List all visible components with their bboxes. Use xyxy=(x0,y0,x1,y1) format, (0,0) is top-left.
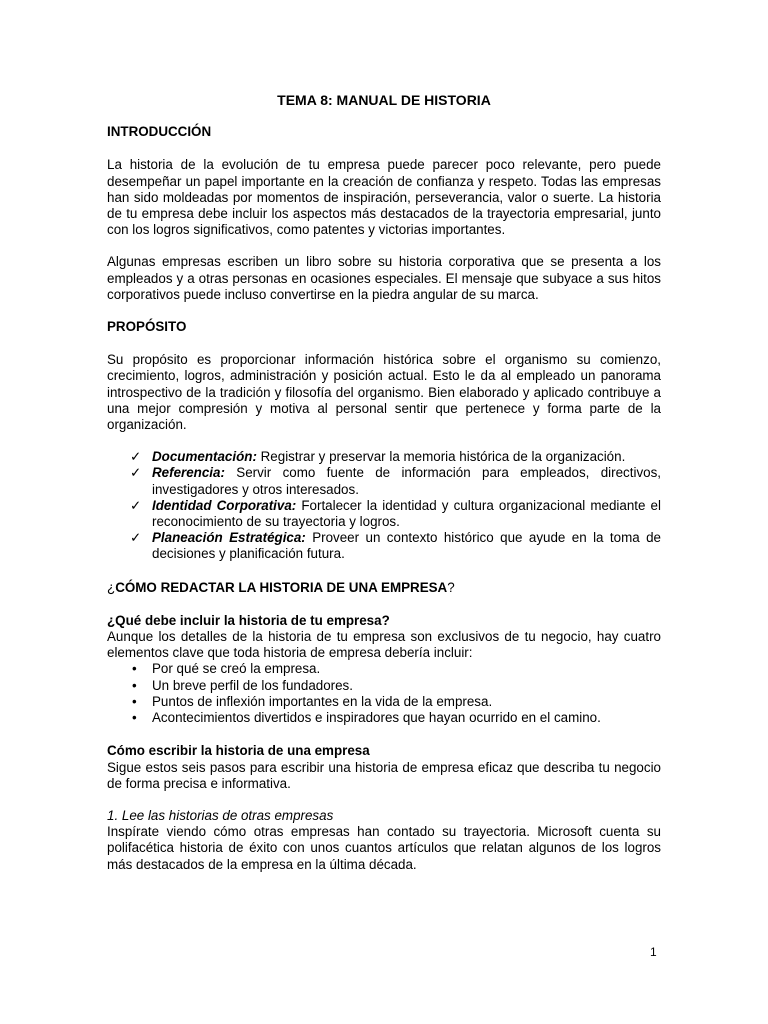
checklist-key: Planeación Estratégica: xyxy=(152,530,306,546)
checklist-text: Fortalecer la identidad y cultura organizacional mediante el reconocimiento de su trayectoria y logros. xyxy=(152,497,661,530)
step-1-paragraph: Inspírate viendo cómo otras empresas han contado su trayectoria. Microsoft cuenta su polifacética historia de éxito con unos cuantos artículos que relatan algunos de los logros más destacados de la empresa en la última década. xyxy=(107,824,661,872)
list-item xyxy=(107,678,661,694)
checklist-text: Proveer un contexto histórico que ayude en la toma de decisiones y planificación futura. xyxy=(152,530,662,562)
list-item-text: Un breve perfil de los fundadores. xyxy=(152,677,353,693)
bullet-icon: • xyxy=(132,677,137,693)
check-icon: ✓ xyxy=(130,449,142,465)
bullet-icon: • xyxy=(132,710,137,726)
question-open: ¿ xyxy=(107,579,116,595)
bullet-icon: • xyxy=(132,661,137,677)
write-subheading: Cómo escribir la historia de una empresa xyxy=(107,743,370,759)
page-number: 1 xyxy=(650,945,657,959)
purpose-paragraph: Su propósito es proporcionar información histórica sobre el organismo su comienzo, crecimiento, logros, administración y posición actual. Esto le da al empleado un panorama introspectivo de la tradición y filosofía del organismo. Bien elaborado y aplicado contribuye a una mejor compresión y motiva al personal sentir que pertenece y forma parte de la organización. xyxy=(107,352,661,433)
include-paragraph: Aunque los detalles de la historia de tu empresa son exclusivos de tu negocio, hay cuatro elementos clave que toda historia de empresa debería incluir: xyxy=(107,629,661,661)
question-close: ? xyxy=(447,579,455,595)
checklist-text: Registrar y preservar la memoria histórica de la organización. xyxy=(256,449,626,465)
document-page xyxy=(107,92,661,889)
checklist-key: Referencia: xyxy=(152,465,225,481)
list-item-text: Por qué se creó la empresa. xyxy=(152,661,321,677)
checklist-item xyxy=(107,498,661,530)
check-icon: ✓ xyxy=(130,497,142,513)
list-item xyxy=(107,694,661,710)
step-1-heading: 1. Lee las historias de otras empresas xyxy=(107,807,334,823)
purpose-checklist xyxy=(107,449,661,562)
checklist-item xyxy=(107,465,661,497)
checklist-text: Servir como fuente de información para empleados, directivos, investigadores y otros interesados. xyxy=(152,465,661,497)
intro-paragraph-1: La historia de la evolución de tu empresa puede parecer poco relevante, pero puede desempeñar un papel importante en la creación de confianza y respeto. Todas las empresas han sido moldeadas por momentos de inspiración, perseverancia, valor o suerte. La historia de tu empresa debe incluir los aspectos más destacados de la trayectoria empresarial, junto con los logros significativos, como patentes y victorias importantes. xyxy=(107,157,661,238)
check-icon: ✓ xyxy=(130,530,142,546)
checklist-item xyxy=(107,530,661,562)
include-bullet-list xyxy=(107,661,661,726)
intro-heading: INTRODUCCIÓN xyxy=(107,124,212,140)
intro-paragraph-2: Algunas empresas escriben un libro sobre su historia corporativa que se presenta a los empleados y a otras personas en ocasiones especiales. El mensaje que subyace a sus hitos corporativos puede incluso convertirse en la piedra angular de su marca. xyxy=(107,254,661,302)
write-paragraph: Sigue estos seis pasos para escribir una historia de empresa eficaz que describa tu negocio de forma precisa e informativa. xyxy=(107,759,661,791)
checklist-key: Documentación: xyxy=(152,449,257,465)
how-to-heading xyxy=(107,580,661,596)
checklist-item xyxy=(107,449,661,465)
include-subheading: ¿Qué debe incluir la historia de tu empresa? xyxy=(107,612,390,628)
list-item-text: Acontecimientos divertidos e inspiradores que hayan ocurrido en el camino. xyxy=(152,710,601,726)
list-item xyxy=(107,661,661,677)
purpose-heading: PROPÓSITO xyxy=(107,319,187,335)
page-title: TEMA 8: MANUAL DE HISTORIA xyxy=(277,92,491,108)
checklist-key: Identidad Corporativa: xyxy=(152,497,297,513)
list-item-text: Puntos de inflexión importantes en la vida de la empresa. xyxy=(152,693,493,709)
check-icon: ✓ xyxy=(130,465,142,481)
list-item xyxy=(107,710,661,726)
bullet-icon: • xyxy=(132,693,137,709)
question-text: CÓMO REDACTAR LA HISTORIA DE UNA EMPRESA xyxy=(115,579,448,595)
